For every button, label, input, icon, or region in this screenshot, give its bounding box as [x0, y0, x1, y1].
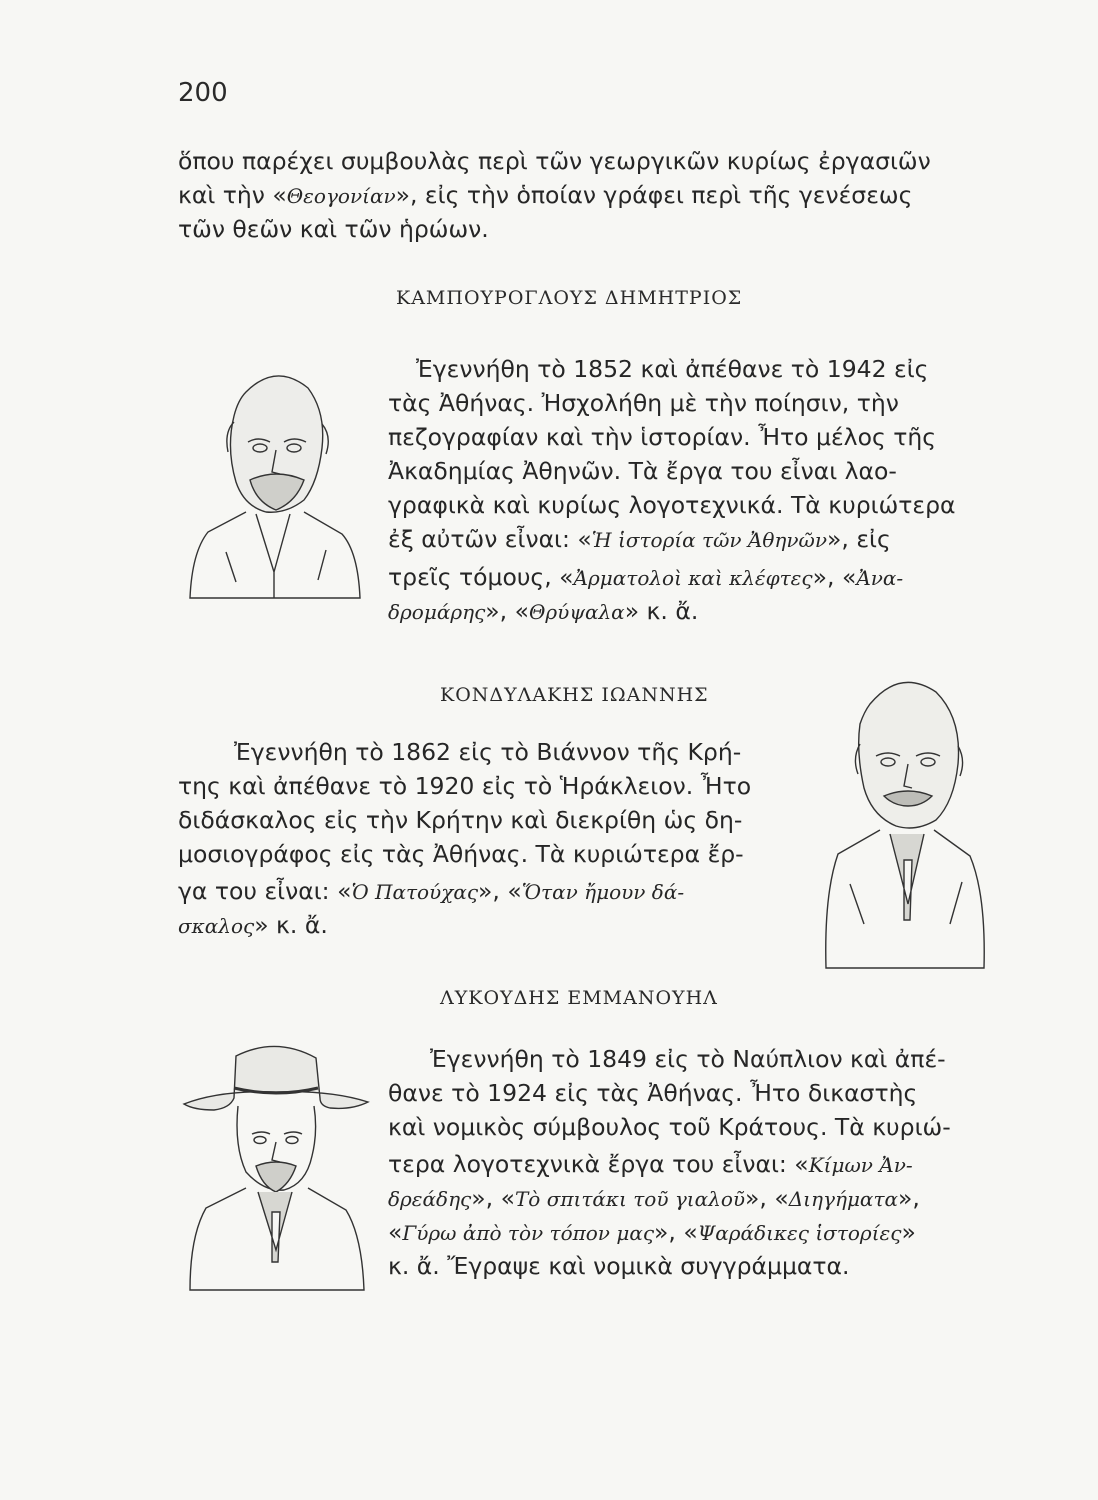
lykoudis-line-3: καὶ νομικὸς σύμβουλος τοῦ Κράτους. Τὰ κυριώ- [388, 1113, 951, 1141]
section-heading-kondylakis: ΚΟΝΔΥΛΑΚΗΣ ΙΩΑΝΝΗΣ [440, 684, 709, 706]
lykoudis-line-4: τερα λογοτεχνικὰ ἔργα του εἶναι: «Κίμων Ἀν- [388, 1150, 913, 1178]
lykoudis-line-5: δρεάδης», «Τὸ σπιτάκι τοῦ γιαλοῦ», «Διηγήματα», [388, 1184, 920, 1212]
kampouroglous-line-2: τὰς Ἀθήνας. Ἠσχολήθη μὲ τὴν ποίησιν, τὴν [388, 389, 899, 417]
lykoudis-line-7: κ. ἄ. Ἔγραψε καὶ νομικὰ συγγράμματα. [388, 1252, 850, 1280]
lykoudis-line-2: θανε τὸ 1924 εἰς τὰς Ἀθήνας. Ἦτο δικαστὴς [388, 1079, 918, 1107]
lykoudis-line-1: Ἐγεννήθη τὸ 1849 εἰς τὸ Ναύπλιον καὶ ἀπέ- [430, 1045, 946, 1073]
lykoudis-line-6: «Γύρω ἀπὸ τὸν τόπον μας», «Ψαράδικες ἱστορίες» [388, 1218, 916, 1246]
kondylakis-line-1: Ἐγεννήθη τὸ 1862 εἰς τὸ Βιάννον τῆς Κρή- [234, 738, 742, 766]
intro-line-3: τῶν θεῶν καὶ τῶν ἡρώων. [178, 215, 489, 243]
portrait-kampouroglous [186, 352, 364, 600]
kampouroglous-line-6: ἐξ αὐτῶν εἶναι: «Ἡ ἱστορία τῶν Ἀθηνῶν», εἰς [388, 525, 891, 553]
section-heading-kampouroglous: ΚΑΜΠΟΥΡΟΓΛΟΥΣ ΔΗΜΗΤΡΙΟΣ [396, 287, 743, 309]
kampouroglous-line-4: Ἀκαδημίας Ἀθηνῶν. Τὰ ἔργα του εἶναι λαο- [388, 457, 897, 485]
kondylakis-line-5: γα του εἶναι: «Ὁ Πατούχας», «Ὅταν ἤμουν δά- [178, 877, 685, 905]
kampouroglous-line-8: δρομάρης», «Θρύψαλα» κ. ἄ. [388, 597, 699, 625]
kampouroglous-line-7: τρεῖς τόμους, «Ἀρματολοὶ καὶ κλέφτες», «Ἀνα- [388, 563, 904, 591]
section-heading-lykoudis: ΛΥΚΟΥΔΗΣ ΕΜΜΑΝΟΥΗΛ [440, 987, 718, 1009]
kondylakis-line-2: της καὶ ἀπέθανε τὸ 1920 εἰς τὸ Ἡράκλειον. Ἦτο [178, 772, 752, 800]
portrait-kondylakis [820, 664, 988, 970]
page-number: 200 [178, 78, 228, 108]
portrait-lykoudis [180, 1036, 372, 1292]
kampouroglous-line-1: Ἐγεννήθη τὸ 1852 καὶ ἀπέθανε τὸ 1942 εἰς [416, 355, 929, 383]
kondylakis-line-3: διδάσκαλος εἰς τὴν Κρήτην καὶ διεκρίθη ὡς δη- [178, 806, 743, 834]
kondylakis-line-4: μοσιογράφος εἰς τὰς Ἀθήνας. Τὰ κυριώτερα ἔρ- [178, 840, 744, 868]
kampouroglous-line-3: πεζογραφίαν καὶ τὴν ἱστορίαν. Ἦτο μέλος τῆς [388, 423, 937, 451]
kondylakis-line-6: σκαλος» κ. ἄ. [178, 911, 328, 939]
intro-line-1: ὅπου παρέχει συμβουλὰς περὶ τῶν γεωργικῶν κυρίως ἐργασιῶν [178, 147, 931, 175]
kampouroglous-line-5: γραφικὰ καὶ κυρίως λογοτεχνικά. Τὰ κυριώτερα [388, 491, 956, 519]
intro-line-2: καὶ τὴν «Θεογονίαν», εἰς τὴν ὁποίαν γράφει περὶ τῆς γενέσεως [178, 181, 913, 209]
